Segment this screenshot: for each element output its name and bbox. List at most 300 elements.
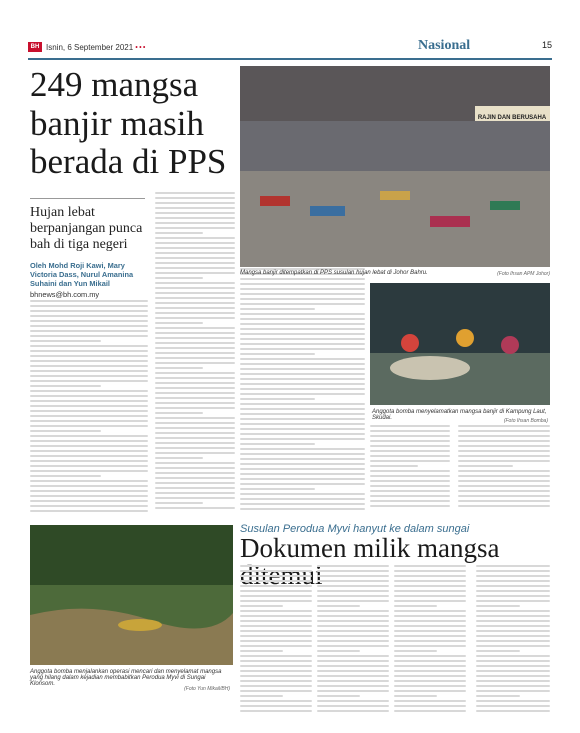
text-placeholder-line [155,457,203,459]
byline-authors: Oleh Mohd Roji Kawi, Mary Victoria Dass, Nurul Amanina Suhaini dan Yun Mikail [30,261,134,288]
text-placeholder-line [394,660,466,662]
text-placeholder-line [317,600,389,602]
text-placeholder-line [30,450,148,452]
text-placeholder-line [155,337,235,339]
text-placeholder-line [155,262,235,264]
text-placeholder-line [458,480,550,482]
photo1-caption: Mangsa banjir ditempatkan di PPS susulan hujan lebat di Johor Bahru. [240,270,428,276]
text-placeholder-line [240,358,365,360]
text-placeholder-line [476,590,550,592]
text-placeholder-line [476,670,550,672]
second-kicker: Susulan Perodua Myvi hanyut ke dalam sungai [240,523,470,535]
text-placeholder-line [394,665,466,667]
text-placeholder-line [30,370,148,372]
text-placeholder-line [155,472,235,474]
byline [30,262,150,300]
text-placeholder-line [317,675,389,677]
text-placeholder-line [30,505,148,507]
text-placeholder-line [317,585,389,587]
text-placeholder-line [240,670,312,672]
lead-column-2 [155,192,235,515]
text-placeholder-line [458,470,550,472]
rescue-photo-svg [370,283,550,405]
text-placeholder-line [240,348,365,350]
text-placeholder-line [458,505,550,507]
text-placeholder-line [317,595,389,597]
text-placeholder-line [476,665,550,667]
text-placeholder-line [458,455,550,457]
text-placeholder-line [240,483,365,485]
text-placeholder-line [240,383,365,385]
text-placeholder-line [155,277,203,279]
text-placeholder-line [240,303,365,305]
text-placeholder-line [476,675,550,677]
text-placeholder-line [155,437,235,439]
text-placeholder-line [30,430,101,432]
text-placeholder-line [155,477,235,479]
text-placeholder-line [240,640,312,642]
text-placeholder-line [476,680,550,682]
text-placeholder-line [30,350,148,352]
text-placeholder-line [30,405,148,407]
text-placeholder-line [370,485,450,487]
text-placeholder-line [317,605,360,607]
text-placeholder-line [317,630,389,632]
text-placeholder-line [155,482,235,484]
text-placeholder-line [317,690,389,692]
text-placeholder-line [370,470,450,472]
text-placeholder-line [240,690,312,692]
text-placeholder-line [317,695,360,697]
text-placeholder-line [240,508,365,510]
text-placeholder-line [155,222,235,224]
text-placeholder-line [155,282,235,284]
text-placeholder-line [370,465,418,467]
text-placeholder-line [30,335,148,337]
text-placeholder-line [317,620,389,622]
text-placeholder-line [394,700,466,702]
text-placeholder-line [240,313,365,315]
text-placeholder-line [30,365,148,367]
text-placeholder-line [30,345,148,347]
text-placeholder-line [30,470,148,472]
text-placeholder-line [458,440,550,442]
text-placeholder-line [155,352,235,354]
text-placeholder-line [155,322,203,324]
text-placeholder-line [394,615,466,617]
text-placeholder-line [240,373,365,375]
text-placeholder-line [155,347,235,349]
text-placeholder-line [317,635,389,637]
text-placeholder-line [240,343,365,345]
text-placeholder-line [240,580,312,582]
text-placeholder-line [240,278,365,280]
text-placeholder-line [240,338,365,340]
text-placeholder-line [476,630,550,632]
text-placeholder-line [240,645,312,647]
text-placeholder-line [155,317,235,319]
text-placeholder-line [317,625,389,627]
text-placeholder-line [155,372,235,374]
text-placeholder-line [240,413,365,415]
text-placeholder-line [240,323,365,325]
text-placeholder-line [458,475,550,477]
text-placeholder-line [476,635,550,637]
text-placeholder-line [155,327,235,329]
text-placeholder-line [240,660,312,662]
text-placeholder-line [240,458,365,460]
date: Isnin, 6 September 2021 [46,42,134,52]
dots-icon: ••• [135,42,147,52]
text-placeholder-line [476,620,550,622]
page-header [28,38,552,56]
text-placeholder-line [240,418,365,420]
text-placeholder-line [240,328,365,330]
text-placeholder-line [240,705,312,707]
text-placeholder-line [476,650,520,652]
text-placeholder-line [458,425,550,427]
text-placeholder-line [240,378,365,380]
text-placeholder-line [394,655,466,657]
text-placeholder-line [476,580,550,582]
text-placeholder-line [370,445,450,447]
text-placeholder-line [317,685,389,687]
text-placeholder-line [458,430,550,432]
text-placeholder-line [155,287,235,289]
second-column-1 [240,565,312,715]
text-placeholder-line [476,625,550,627]
text-placeholder-line [317,655,389,657]
text-placeholder-line [30,440,148,442]
byline-email: bhnews@bh.com.my [30,289,100,299]
text-placeholder-line [240,298,365,300]
text-placeholder-line [240,423,365,425]
text-placeholder-line [155,362,235,364]
text-placeholder-line [476,645,550,647]
text-placeholder-line [240,403,365,405]
text-placeholder-line [240,288,365,290]
text-placeholder-line [240,363,365,365]
text-placeholder-line [240,590,312,592]
text-placeholder-line [155,212,235,214]
text-placeholder-line [30,495,148,497]
photo3-credit: (Foto Yun Mikail/BH) [184,686,230,692]
photo2-caption: Anggota bomba menyelamatkan mangsa banjir di Kampung Laut, Skudai. [372,409,547,421]
text-placeholder-line [240,570,312,572]
text-placeholder-line [30,460,148,462]
text-placeholder-line [240,498,365,500]
text-placeholder-line [240,630,312,632]
text-placeholder-line [155,232,203,234]
text-placeholder-line [30,355,148,357]
header-rule [28,58,552,60]
text-placeholder-line [155,422,235,424]
text-placeholder-line [30,445,148,447]
text-placeholder-line [240,318,365,320]
text-placeholder-line [155,202,235,204]
text-placeholder-line [155,267,235,269]
text-placeholder-line [240,293,365,295]
text-placeholder-line [317,680,389,682]
text-placeholder-line [240,463,365,465]
text-placeholder-line [30,340,101,342]
text-placeholder-line [317,575,389,577]
text-placeholder-line [155,252,235,254]
text-placeholder-line [240,428,365,430]
text-placeholder-line [240,595,312,597]
text-placeholder-line [240,635,312,637]
text-placeholder-line [240,488,315,490]
text-placeholder-line [30,310,148,312]
second-column-4 [476,565,550,715]
text-placeholder-line [240,453,365,455]
text-placeholder-line [370,480,450,482]
text-placeholder-line [370,425,450,427]
text-placeholder-line [476,575,550,577]
text-placeholder-line [394,625,466,627]
text-placeholder-line [240,393,365,395]
photo-river-search [30,525,233,665]
text-placeholder-line [240,650,283,652]
text-placeholder-line [30,305,148,307]
text-placeholder-line [476,655,550,657]
text-placeholder-line [155,197,235,199]
text-placeholder-line [476,570,550,572]
text-placeholder-line [155,417,235,419]
text-placeholder-line [240,575,312,577]
text-placeholder-line [30,415,148,417]
lead-column-4 [370,425,450,513]
text-placeholder-line [370,505,450,507]
text-placeholder-line [476,660,550,662]
text-placeholder-line [240,438,365,440]
text-placeholder-line [240,308,315,310]
text-placeholder-line [394,570,466,572]
text-placeholder-line [155,242,235,244]
text-placeholder-line [240,615,312,617]
text-placeholder-line [155,487,235,489]
text-placeholder-line [155,272,235,274]
text-placeholder-line [30,315,148,317]
text-placeholder-line [30,385,101,387]
text-placeholder-line [30,435,148,437]
text-placeholder-line [370,500,450,502]
text-placeholder-line [240,625,312,627]
hall-photo-svg [240,66,550,267]
text-placeholder-line [394,630,466,632]
text-placeholder-line [394,670,466,672]
text-placeholder-line [155,217,235,219]
text-placeholder-line [30,490,148,492]
text-placeholder-line [317,705,389,707]
text-placeholder-line [458,450,550,452]
text-placeholder-line [240,368,365,370]
text-placeholder-line [240,655,312,657]
text-placeholder-line [476,605,520,607]
text-placeholder-line [240,333,365,335]
text-placeholder-line [155,227,235,229]
text-placeholder-line [155,377,235,379]
text-placeholder-line [458,500,550,502]
text-placeholder-line [458,495,550,497]
text-placeholder-line [155,402,235,404]
hall-sign-text: RAJIN DAN BERUSAHA [477,115,547,121]
text-placeholder-line [240,685,312,687]
text-placeholder-line [240,600,312,602]
text-placeholder-line [155,432,235,434]
text-placeholder-line [155,407,235,409]
text-placeholder-line [240,665,312,667]
text-placeholder-line [155,507,235,509]
text-placeholder-line [240,700,312,702]
text-placeholder-line [394,620,466,622]
text-placeholder-line [30,390,148,392]
text-placeholder-line [240,565,312,567]
second-column-2 [317,565,389,715]
text-placeholder-line [317,660,389,662]
lead-column-3 [240,268,365,513]
text-placeholder-line [394,645,466,647]
lead-headline: 249 mangsa banjir masih berada di PPS [30,65,227,181]
text-placeholder-line [30,410,148,412]
text-placeholder-line [155,382,235,384]
text-placeholder-line [155,192,235,194]
text-placeholder-line [476,595,550,597]
text-placeholder-line [30,300,148,302]
text-placeholder-line [394,690,466,692]
text-placeholder-line [394,575,466,577]
text-placeholder-line [394,565,466,567]
text-placeholder-line [370,490,450,492]
text-placeholder-line [394,640,466,642]
text-placeholder-line [155,502,203,504]
text-placeholder-line [240,468,365,470]
text-placeholder-line [370,455,450,457]
text-placeholder-line [476,585,550,587]
text-placeholder-line [317,700,389,702]
text-placeholder-line [317,640,389,642]
text-placeholder-line [394,680,466,682]
text-placeholder-line [155,312,235,314]
text-placeholder-line [155,297,235,299]
text-placeholder-line [240,610,312,612]
text-placeholder-line [30,375,148,377]
text-placeholder-line [155,207,235,209]
text-placeholder-line [394,590,466,592]
text-placeholder-line [317,610,389,612]
text-placeholder-line [155,467,235,469]
text-placeholder-line [370,495,450,497]
text-placeholder-line [317,645,389,647]
text-placeholder-line [394,585,466,587]
text-placeholder-line [317,670,389,672]
second-headline: Dokumen milik mangsa [240,533,500,563]
text-placeholder-line [394,710,466,712]
text-placeholder-line [30,465,148,467]
text-placeholder-line [30,485,148,487]
text-placeholder-line [317,650,360,652]
text-placeholder-line [394,635,466,637]
text-placeholder-line [30,400,148,402]
text-placeholder-line [30,425,148,427]
text-placeholder-line [240,710,312,712]
text-placeholder-line [476,710,550,712]
text-placeholder-line [30,330,148,332]
text-placeholder-line [240,493,365,495]
text-placeholder-line [394,685,466,687]
lead-subtitle: Hujan lebat berpanjangan punca bah di tiga negeri [30,205,143,253]
text-placeholder-line [458,460,550,462]
text-placeholder-line [394,675,466,677]
text-placeholder-line [240,353,315,355]
section-name: Nasional [418,38,471,53]
text-placeholder-line [394,695,437,697]
subtitle-rule [30,198,145,199]
text-placeholder-line [476,640,550,642]
text-placeholder-line [394,650,437,652]
text-placeholder-line [394,600,466,602]
text-placeholder-line [240,408,365,410]
text-placeholder-line [370,460,450,462]
text-placeholder-line [317,580,389,582]
text-placeholder-line [317,615,389,617]
text-placeholder-line [155,302,235,304]
text-placeholder-line [317,665,389,667]
photo1-credit: (Foto Ihsan APM Johor) [497,271,550,277]
text-placeholder-line [476,700,550,702]
text-placeholder-line [476,610,550,612]
text-placeholder-line [458,435,550,437]
text-placeholder-line [240,620,312,622]
text-placeholder-line [476,690,550,692]
text-placeholder-line [155,427,235,429]
text-placeholder-line [30,455,148,457]
text-placeholder-line [155,307,235,309]
text-placeholder-line [317,710,389,712]
text-placeholder-line [240,605,283,607]
text-placeholder-line [30,325,148,327]
text-placeholder-line [30,475,101,477]
text-placeholder-line [317,565,389,567]
page-number: 15 [541,40,552,50]
text-placeholder-line [370,430,450,432]
text-placeholder-line [30,360,148,362]
text-placeholder-line [240,433,365,435]
logo: BH [28,42,42,52]
text-placeholder-line [240,675,312,677]
text-placeholder-line [394,705,466,707]
text-placeholder-line [30,320,148,322]
photo-flood-evacuation-hall [240,66,550,267]
text-placeholder-line [476,705,550,707]
text-placeholder-line [240,503,365,505]
lead-column-5 [458,425,550,513]
text-placeholder-line [155,357,235,359]
text-placeholder-line [476,685,550,687]
text-placeholder-line [155,332,235,334]
text-placeholder-line [476,615,550,617]
text-placeholder-line [394,595,466,597]
text-placeholder-line [240,283,365,285]
text-placeholder-line [370,475,450,477]
text-placeholder-line [394,605,437,607]
text-placeholder-line [458,485,550,487]
text-placeholder-line [155,462,235,464]
text-placeholder-line [30,480,148,482]
text-placeholder-line [155,387,235,389]
text-placeholder-line [458,465,513,467]
text-placeholder-line [155,492,235,494]
